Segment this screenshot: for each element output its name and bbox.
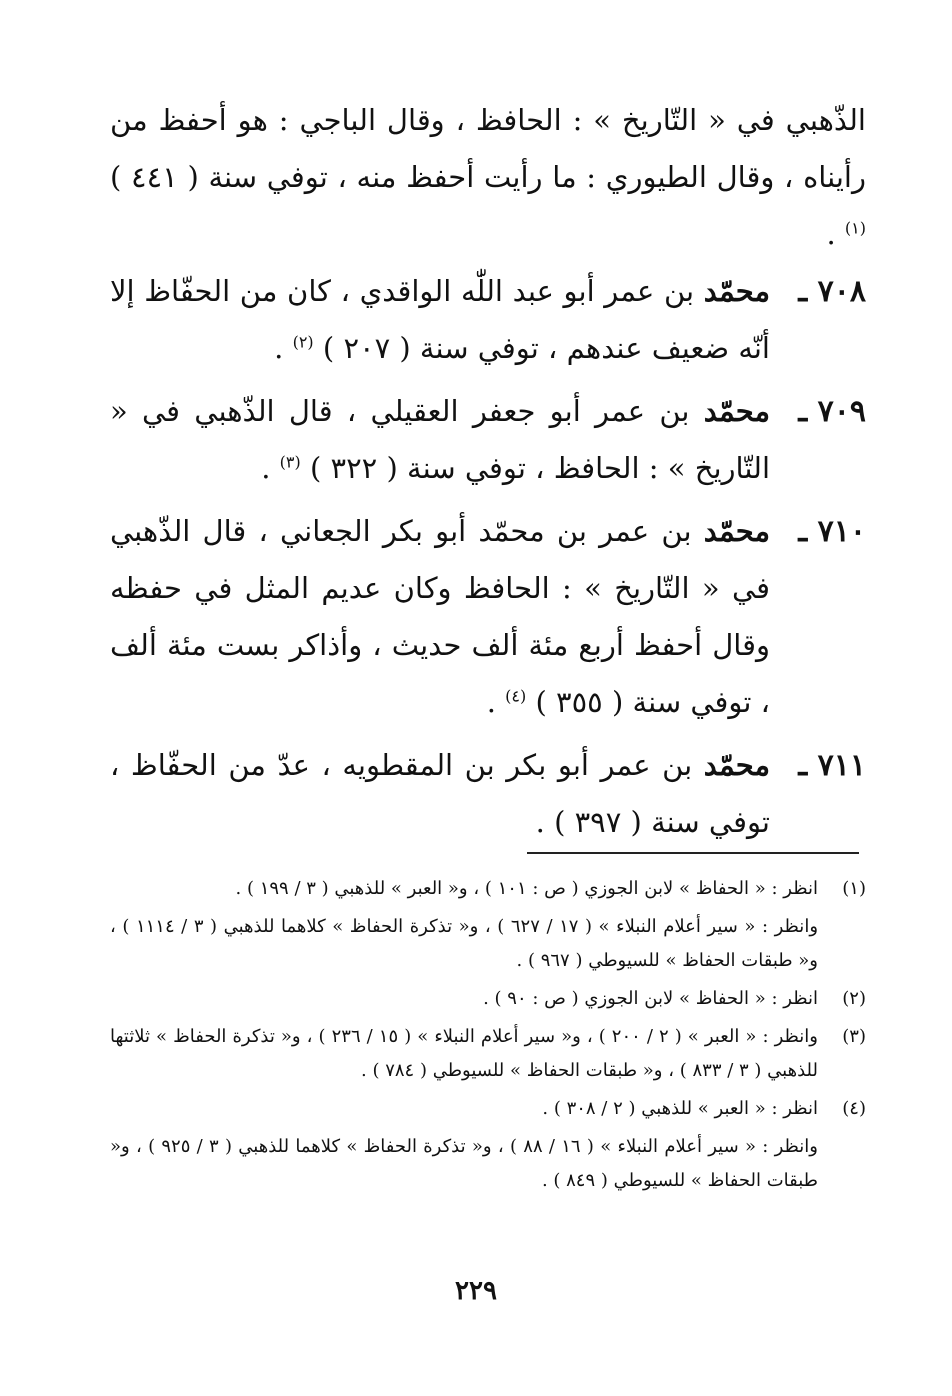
entry-body (110, 737, 770, 851)
entry-end: . (274, 331, 293, 365)
entry-text: بن عمر أبو بكر بن المقطويه ، عدّ من الحفّاظ ، توفي سنة ( ٣٩٧ ) . (110, 748, 770, 839)
footnote-4 (110, 1092, 866, 1126)
footnote-number: (٤) (842, 1098, 866, 1119)
footnotes (110, 872, 866, 1202)
entry-text: بن عمر أبو جعفر العقيلي ، قال الذّهبي في « التّاريخ » : الحافظ ، توفي سنة ( ٣٢٢ ) (110, 394, 770, 485)
footnote-ref: (١) (844, 218, 866, 238)
entry-709 (110, 383, 866, 497)
entry-name: محمّد (703, 394, 770, 428)
intro-end: . (826, 217, 845, 251)
entry-708 (110, 263, 866, 377)
footnote-ref: (٤) (505, 686, 527, 706)
footnote-number: (٣) (842, 1026, 866, 1047)
main-text (110, 92, 866, 857)
footnote-number: (٢) (842, 988, 866, 1009)
footnote-number: (١) (842, 878, 866, 899)
footnote-ref: (٢) (292, 332, 314, 352)
entry-number: ٧١١ ـ (798, 748, 866, 783)
entry-end: . (261, 451, 280, 485)
entry-name: محمّد (703, 514, 770, 548)
entry-text: بن عمر بن محمّد أبو بكر الجعاني ، قال الذّهبي في « التّاريخ » : الحافظ وكان عديم المثل في حفظه وقال أحفظ أربع مئة ألف حديث ، وأذاكر بست مئة ألف ، توفي سنة ( ٣٥٥ ) (110, 514, 770, 719)
entry-number: ٧٠٨ ـ (798, 274, 866, 309)
footnote-text: انظر : « الحفاظ » لابن الجوزي ( ص : ١٠١ ) ، و« العبر » للذهبي ( ٣ / ١٩٩ ) . (235, 878, 818, 899)
footnote-text: وانظر : « العبر » ( ٢ / ٢٠٠ ) ، و« سير أعلام النبلاء » ( ١٥ / ٢٣٦ ) ، و« تذكرة الحفاظ » ثلاثتها للذهبي ( ٣ / ٨٣٣ ) ، و« طبقات الحفاظ » للسيوطي ( ٧٨٤ ) . (110, 1026, 818, 1081)
footnote-ref: (٣) (279, 452, 301, 472)
entry-body (110, 383, 770, 497)
footnote-4-extra: وانظر : « سير أعلام النبلاء » ( ١٦ / ٨٨ ) ، و« تذكرة الحفاظ » كلاهما للذهبي ( ٣ / ٩٢٥ ) ، و« طبقات الحفاظ » للسيوطي ( ٨٤٩ ) . (110, 1136, 818, 1191)
footnote-2 (110, 982, 866, 1016)
entry-number: ٧١٠ ـ (798, 514, 866, 549)
footnote-text: انظر : « الحفاظ » لابن الجوزي ( ص : ٩٠ ) . (483, 988, 818, 1009)
entry-body (110, 503, 770, 731)
footnote-1 (110, 872, 866, 906)
intro-paragraph (110, 92, 866, 263)
entry-text: بن عمر أبو عبد اللّٰه الواقدي ، كان من الحفّاظ إلا أنّه ضعيف عندهم ، توفي سنة ( ٢٠٧ ) (110, 274, 770, 365)
footnote-text: انظر : « العبر » للذهبي ( ٢ / ٣٠٨ ) . (542, 1098, 818, 1119)
intro-text: الذّهبي في « التّاريخ » : الحافظ ، وقال الباجي : هو أحفظ من رأيناه ، وقال الطيوري : ما رأيت أحفظ منه ، توفي سنة ( ٤٤١ ) (110, 103, 866, 194)
entry-711 (110, 737, 866, 851)
entry-body (110, 263, 770, 377)
footnote-3 (110, 1020, 866, 1088)
entry-number: ٧٠٩ ـ (798, 394, 866, 429)
entry-end: . (486, 685, 506, 719)
page-number: ٢٢٩ (455, 1276, 497, 1306)
footnote-divider (527, 852, 859, 854)
entry-710 (110, 503, 866, 731)
entry-name: محمّد (703, 748, 770, 782)
entry-name: محمّد (703, 274, 770, 308)
footnote-1-extra: وانظر : « سير أعلام النبلاء » ( ١٧ / ٦٢٧ ) ، و« تذكرة الحفاظ » كلاهما للذهبي ( ٣ / ١١١٤ ) ، و« طبقات الحفاظ » للسيوطي ( ٩٦٧ ) . (110, 916, 819, 971)
